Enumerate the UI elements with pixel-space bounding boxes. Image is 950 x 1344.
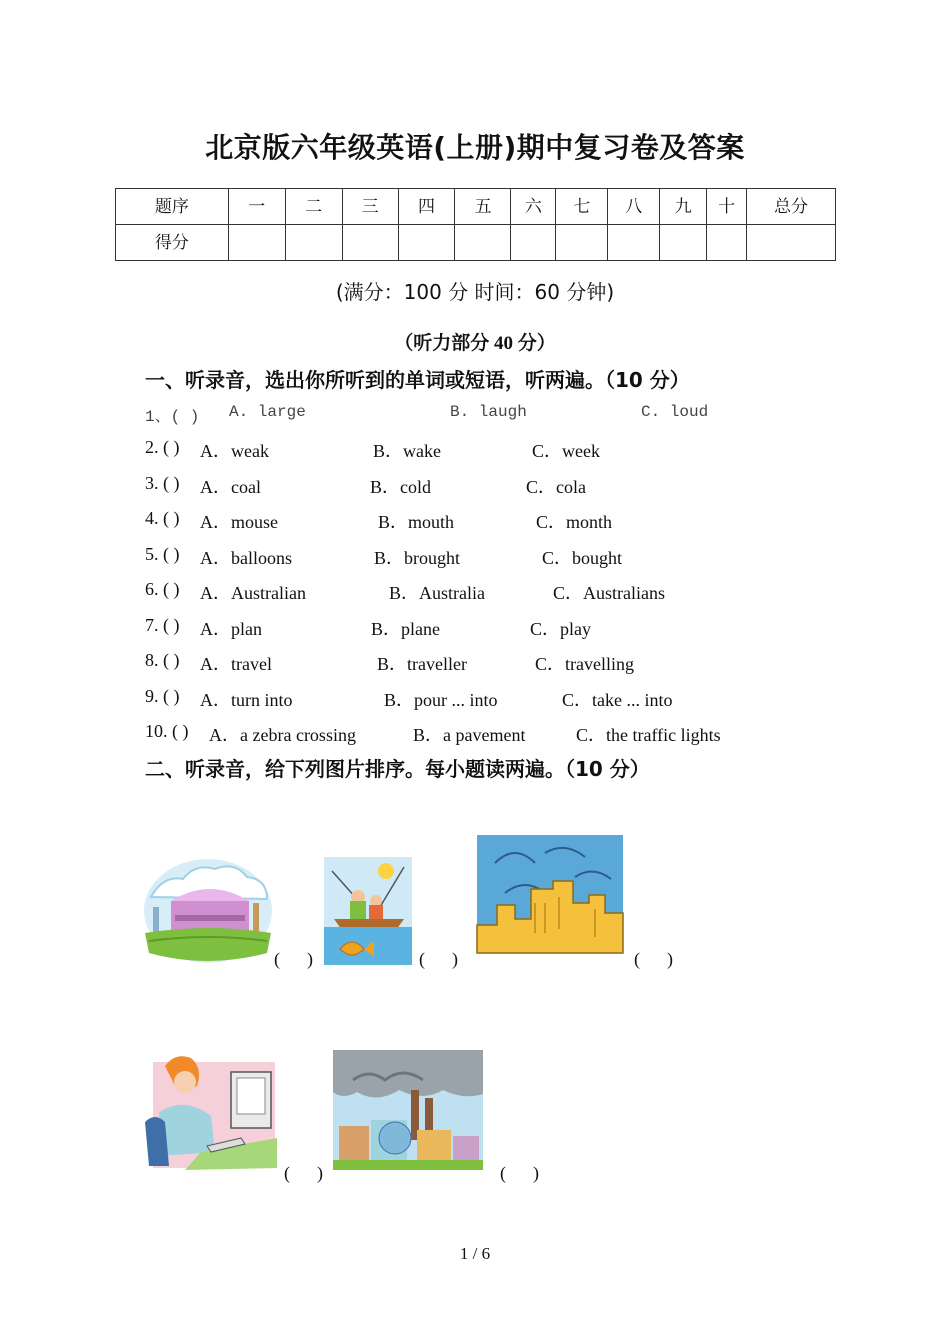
option-a[interactable]: A．Australian bbox=[200, 583, 306, 603]
option-c[interactable]: C．week bbox=[532, 441, 600, 461]
score-time-note: (满分：100 分 时间：60 分钟) bbox=[335, 280, 615, 304]
question-row bbox=[145, 579, 845, 605]
option-a[interactable]: A．weak bbox=[200, 441, 269, 461]
question-row bbox=[145, 686, 845, 712]
windy-city-picture bbox=[475, 833, 625, 955]
option-c[interactable]: C．take ... into bbox=[562, 690, 673, 710]
score-input-cell[interactable] bbox=[342, 225, 398, 261]
order-blank[interactable]: ( ) bbox=[634, 949, 673, 969]
table-cell: 题序 bbox=[116, 189, 229, 225]
score-table-score-row bbox=[116, 225, 836, 261]
question-row bbox=[145, 544, 845, 570]
table-cell: 八 bbox=[608, 189, 660, 225]
factory-picture bbox=[333, 1050, 483, 1170]
option-a[interactable]: A．a zebra crossing bbox=[209, 725, 356, 745]
option-a[interactable]: A．travel bbox=[200, 654, 272, 674]
question-row bbox=[145, 650, 845, 676]
option-c[interactable]: C．cola bbox=[526, 477, 586, 497]
option-a[interactable]: A．plan bbox=[200, 619, 262, 639]
option-b[interactable]: B．Australia bbox=[389, 583, 485, 603]
order-blank[interactable]: ( ) bbox=[284, 1163, 323, 1183]
section1-heading: 一、听录音，选出你所听到的单词或短语，听两遍。（10 分） bbox=[145, 368, 690, 392]
score-input-cell[interactable] bbox=[556, 225, 608, 261]
option-b[interactable]: B．mouth bbox=[378, 512, 455, 532]
woman-computer-picture bbox=[145, 1052, 277, 1170]
score-input-cell[interactable] bbox=[228, 225, 285, 261]
score-table bbox=[115, 188, 836, 261]
option-b[interactable]: B．plane bbox=[371, 619, 440, 639]
option-a[interactable]: A. large bbox=[229, 403, 306, 421]
score-input-cell[interactable] bbox=[285, 225, 342, 261]
section2-heading: 二、听录音，给下列图片排序。每小题读两遍。（10 分） bbox=[145, 757, 650, 781]
table-cell: 七 bbox=[556, 189, 608, 225]
option-c[interactable]: C．month bbox=[536, 512, 613, 532]
fishing-picture bbox=[324, 857, 412, 965]
question-row bbox=[145, 437, 845, 463]
score-input-cell[interactable] bbox=[707, 225, 747, 261]
question-number: 10. ( ) bbox=[145, 721, 189, 741]
option-a[interactable]: A．turn into bbox=[200, 690, 293, 710]
order-blank[interactable]: ( ) bbox=[274, 949, 313, 969]
score-input-cell[interactable] bbox=[608, 225, 660, 261]
option-a[interactable]: A．coal bbox=[200, 477, 261, 497]
option-c[interactable]: C．Australians bbox=[553, 583, 665, 603]
table-cell: 得分 bbox=[116, 225, 229, 261]
order-blank[interactable]: ( ) bbox=[500, 1163, 539, 1183]
page-number: 1 / 6 bbox=[459, 1244, 491, 1263]
question-number: 6. ( ) bbox=[145, 579, 180, 599]
table-cell: 四 bbox=[398, 189, 455, 225]
table-cell: 一 bbox=[228, 189, 285, 225]
option-c[interactable]: C．bought bbox=[542, 548, 623, 568]
table-cell: 二 bbox=[285, 189, 342, 225]
option-b[interactable]: B. laugh bbox=[450, 403, 527, 421]
question-number: 9. ( ) bbox=[145, 686, 180, 706]
score-input-cell[interactable] bbox=[455, 225, 511, 261]
question-number: 2. ( ) bbox=[145, 437, 180, 457]
score-input-cell[interactable] bbox=[660, 225, 707, 261]
question-row bbox=[145, 721, 845, 747]
table-cell: 总分 bbox=[747, 189, 836, 225]
question-row bbox=[145, 403, 845, 429]
question-row bbox=[145, 508, 845, 534]
table-cell: 十 bbox=[707, 189, 747, 225]
table-cell: 五 bbox=[455, 189, 511, 225]
option-b[interactable]: B．wake bbox=[373, 441, 441, 461]
option-c[interactable]: C．travelling bbox=[535, 654, 634, 674]
option-a[interactable]: A．mouse bbox=[200, 512, 278, 532]
order-blank[interactable]: ( ) bbox=[419, 949, 458, 969]
page-title: 北京版六年级英语(上册)期中复习卷及答案 bbox=[205, 131, 745, 164]
score-table-header-row bbox=[116, 189, 836, 225]
question-number: 8. ( ) bbox=[145, 650, 180, 670]
score-input-cell[interactable] bbox=[398, 225, 455, 261]
question-number: 1、( ) bbox=[145, 408, 200, 426]
option-c[interactable]: C．play bbox=[530, 619, 591, 639]
question-row bbox=[145, 615, 845, 641]
option-b[interactable]: B．cold bbox=[370, 477, 431, 497]
option-b[interactable]: B．a pavement bbox=[413, 725, 526, 745]
score-input-cell[interactable] bbox=[747, 225, 836, 261]
question-number: 4. ( ) bbox=[145, 508, 180, 528]
option-b[interactable]: B．brought bbox=[374, 548, 461, 568]
score-input-cell[interactable] bbox=[511, 225, 556, 261]
option-b[interactable]: B．traveller bbox=[377, 654, 467, 674]
question-number: 7. ( ) bbox=[145, 615, 180, 635]
table-cell: 九 bbox=[660, 189, 707, 225]
table-cell: 六 bbox=[511, 189, 556, 225]
option-b[interactable]: B．pour ... into bbox=[384, 690, 498, 710]
option-c[interactable]: C. loud bbox=[641, 403, 709, 421]
question-number: 3. ( ) bbox=[145, 473, 180, 493]
table-cell: 三 bbox=[342, 189, 398, 225]
listening-header: （听力部分 40 分） bbox=[394, 333, 556, 354]
option-a[interactable]: A．balloons bbox=[200, 548, 292, 568]
option-c[interactable]: C．the traffic lights bbox=[576, 725, 721, 745]
stadium-picture bbox=[143, 857, 273, 965]
question-row bbox=[145, 473, 845, 499]
question-number: 5. ( ) bbox=[145, 544, 180, 564]
